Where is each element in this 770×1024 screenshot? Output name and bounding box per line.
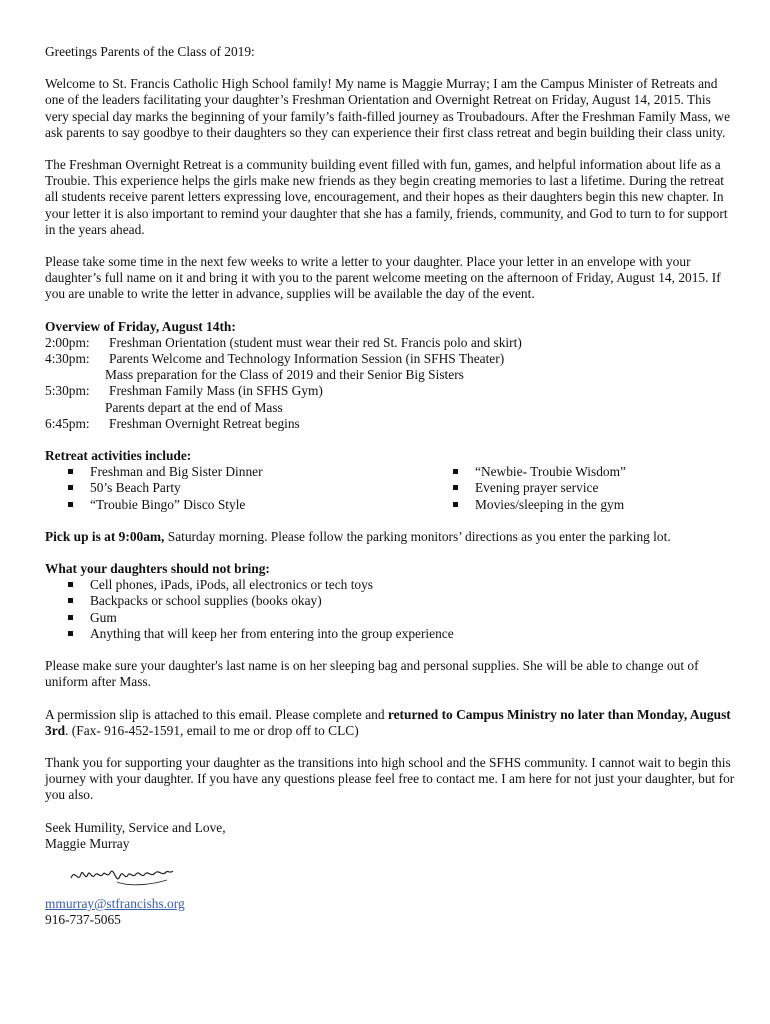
list-item: 50’s Beach Party (45, 480, 430, 496)
list-item: Gum (45, 610, 735, 626)
list-item: Backpacks or school supplies (books okay) (45, 593, 735, 609)
email-address[interactable]: mmurray@stfrancishs.org (45, 895, 185, 911)
overview-heading: Overview of Friday, August 14th: (45, 318, 236, 334)
phone-number: 916-737-5065 (45, 912, 121, 928)
greeting: Greetings Parents of the Class of 2019: (45, 44, 255, 59)
not-bring-heading: What your daughters should not bring: (45, 561, 270, 577)
overview-section (45, 319, 735, 432)
activities-heading: Retreat activities include: (45, 448, 192, 464)
last-name-paragraph: Please make sure your daughter's last name is on her sleeping bag and personal supplies. She will be able to change out of uniform after Mass. (45, 658, 699, 690)
signature-image (45, 862, 735, 896)
schedule-row (45, 335, 735, 351)
activities-left-list (45, 464, 430, 513)
schedule-text: Freshman Family Mass (in SFHS Gym) (109, 383, 323, 399)
list-item: Movies/sleeping in the gym (430, 497, 730, 513)
pickup-paragraph (45, 529, 735, 545)
closing-line: Seek Humility, Service and Love, (45, 819, 226, 835)
list-item: Evening prayer service (430, 480, 730, 496)
schedule-time: 2:00pm: (45, 334, 90, 350)
sender-name: Maggie Murray (45, 835, 130, 851)
schedule-time: 5:30pm: (45, 383, 90, 399)
activities-right-list (430, 464, 730, 513)
schedule-text: Parents Welcome and Technology Information Session (in SFHS Theater) (109, 351, 505, 367)
schedule-text: Freshman Orientation (student must wear their red St. Francis polo and skirt) (109, 334, 522, 350)
schedule-row (45, 351, 735, 367)
list-item: “Troubie Bingo” Disco Style (45, 497, 430, 513)
schedule-time: 6:45pm: (45, 415, 90, 431)
schedule-subtext: Parents depart at the end of Mass (105, 399, 283, 415)
not-bring-list (45, 577, 735, 642)
activities-columns (45, 464, 735, 513)
permission-deadline: returned to Campus Ministry no later than Monday, August 3rd (45, 706, 731, 738)
signature-svg (67, 862, 177, 892)
schedule-subtext: Mass preparation for the Class of 2019 and their Senior Big Sisters (105, 367, 464, 383)
list-item: “Newbie- Troubie Wisdom” (430, 464, 730, 480)
pickup-text: Saturday morning. Please follow the parking monitors’ directions as you enter the parking lot. (164, 528, 671, 544)
letter-page (45, 44, 735, 928)
permission-paragraph (45, 707, 735, 739)
list-item: Anything that will keep her from entering into the group experience (45, 626, 735, 642)
schedule-text: Freshman Overnight Retreat begins (109, 415, 300, 431)
permission-text: A permission slip is attached to this email. Please complete and (45, 706, 388, 722)
pickup-bold: Pick up is at 9:00am, (45, 528, 165, 544)
not-bring-section (45, 561, 735, 642)
retreat-description-paragraph: The Freshman Overnight Retreat is a community building event filled with fun, games, and helpful information about life as a Troubie. This experience helps the girls make new friends as they begin creating memories to last a lifetime. During the retreat all students receive parent letters expressing love, encouragement, and their hopes as their daughters begin this new chapter. In your letter it is also important to remind your daughter that she has a family, friends, community, and God to turn to for support in the years ahead. (45, 157, 728, 237)
schedule-row (45, 383, 735, 399)
schedule-time: 4:30pm: (45, 351, 90, 367)
thanks-paragraph: Thank you for supporting your daughter as the transitions into high school and the SFHS community. I cannot wait to begin this journey with your daughter. If you have any questions please feel free to contact me. I am here for not just your daughter, but for you also. (45, 754, 735, 803)
letter-instructions-paragraph: Please take some time in the next few weeks to write a letter to your daughter. Place your letter in an envelope with your daughter’s full name on it and bring it with you to the parent welcome meeting on the afternoon of Friday, August 14, 2015. If you are unable to write the letter in advance, supplies will be available the day of the event. (45, 254, 721, 302)
schedule-row (45, 416, 735, 432)
list-item: Freshman and Big Sister Dinner (45, 464, 430, 480)
activities-section (45, 448, 735, 513)
email-link[interactable] (45, 896, 735, 912)
permission-fax: . (Fax- 916-452-1591, email to me or drop off to CLC) (65, 722, 359, 738)
list-item: Cell phones, iPads, iPods, all electronics or tech toys (45, 577, 735, 593)
welcome-paragraph: Welcome to St. Francis Catholic High School family! My name is Maggie Murray; I am the Campus Minister of Retreats and one of the leaders facilitating your daughter’s Freshman Orientation and Overnight Retreat on Friday, August 14, 2015. This very special day marks the beginning of your family’s faith-filled journey as Troubadours. After the Freshman Family Mass, we ask parents to say goodbye to their daughters so they can experience their first class retreat and begin building their class unity. (45, 76, 731, 140)
